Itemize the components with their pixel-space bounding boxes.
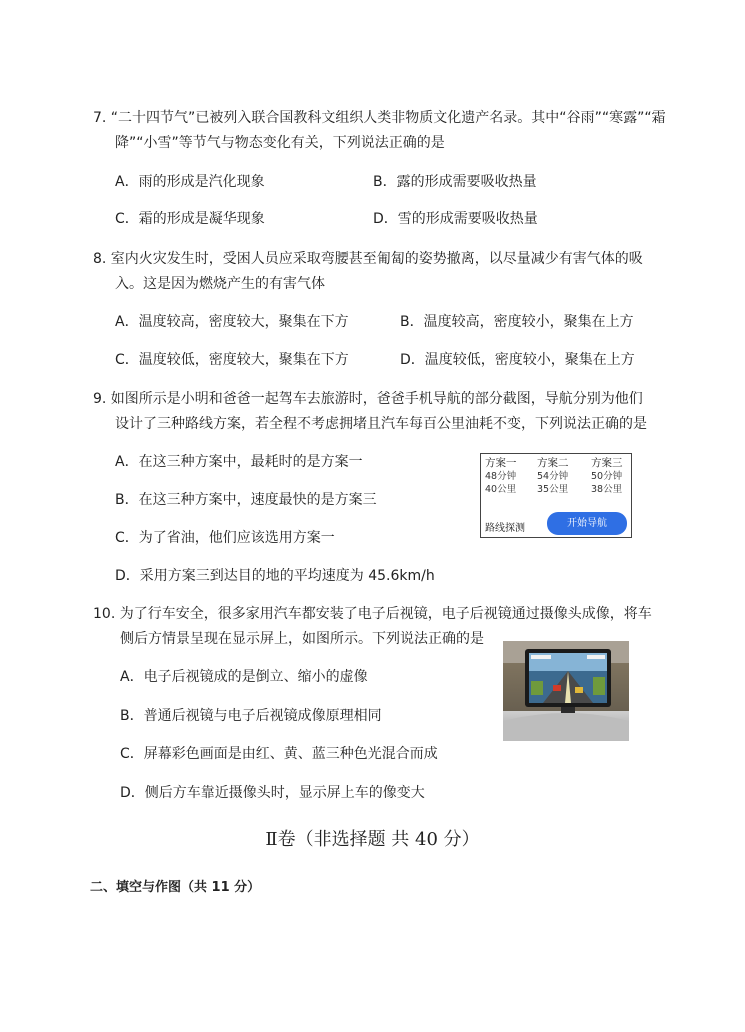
q9-stem-line2: 设计了三种路线方案，若全程不考虑拥堵且汽车每百公里油耗不变，下列说法正确的是 — [115, 416, 647, 432]
nav-plan-2-time: 54分钟 — [537, 471, 569, 482]
nav-plan-1-name: 方案一 — [485, 457, 517, 469]
q10-stem-line2: 侧后方情景呈现在显示屏上，如图所示。下列说法正确的是 — [120, 631, 484, 647]
q7-stem-line1: 7. “二十四节气”已被列入联合国教科文组织人类非物质文化遗产名录。其中“谷雨”“寒露”“霜 — [93, 110, 666, 126]
nav-plan-2 — [537, 457, 585, 496]
q8-stem-line1: 8. 室内火灾发生时，受困人员应采取弯腰甚至匍匐的姿势撤离，以尽量减少有害气体的吸 — [93, 251, 643, 267]
nav-plan-1-distance: 40公里 — [485, 484, 517, 495]
q8-option-b: B．温度较高，密度较小，聚集在上方 — [400, 314, 634, 330]
q7-option-d: D．雪的形成需要吸收热量 — [373, 211, 538, 227]
nav-plan-3-time: 50分钟 — [591, 471, 623, 482]
rearview-mirror-photo — [503, 641, 629, 741]
navigation-screenshot — [480, 453, 632, 538]
nav-start-button: 开始导航 — [547, 512, 627, 535]
q7-option-a: A．雨的形成是汽化现象 — [115, 174, 265, 190]
nav-explore-label: 路线探测 — [485, 523, 525, 534]
q10-option-c: C．屏幕彩色画面是由红、黄、蓝三种色光混合而成 — [120, 746, 438, 762]
nav-plan-3-distance: 38公里 — [591, 484, 623, 495]
rearview-mirror-illustration — [503, 641, 629, 741]
q8-option-c: C．温度较低，密度较大，聚集在下方 — [115, 352, 349, 368]
nav-plan-3 — [591, 457, 639, 496]
q7-option-b: B．露的形成需要吸收热量 — [373, 174, 537, 190]
nav-plan-1-time: 48分钟 — [485, 471, 517, 482]
nav-plan-2-distance: 35公里 — [537, 484, 569, 495]
q10-option-b: B．普通后视镜与电子后视镜成像原理相同 — [120, 708, 382, 724]
q7-stem-line2: 降”“小雪”等节气与物态变化有关，下列说法正确的是 — [115, 135, 445, 151]
q10-stem-line1: 10. 为了行车安全，很多家用汽车都安装了电子后视镜，电子后视镜通过摄像头成像，将车 — [93, 606, 652, 622]
nav-plan-1 — [485, 457, 533, 496]
q9-option-a: A．在这三种方案中，最耗时的是方案一 — [115, 454, 363, 470]
nav-plan-2-name: 方案二 — [537, 457, 569, 469]
q10-option-d: D．侧后方车靠近摄像头时，显示屏上车的像变大 — [120, 785, 425, 801]
q9-option-b: B．在这三种方案中，速度最快的是方案三 — [115, 492, 377, 508]
q8-option-a: A．温度较高，密度较大，聚集在下方 — [115, 314, 349, 330]
q9-stem-line1: 9. 如图所示是小明和爸爸一起驾车去旅游时，爸爸手机导航的部分截图，导航分别为他们 — [93, 391, 643, 407]
q10-option-a: A．电子后视镜成的是倒立、缩小的虚像 — [120, 669, 368, 685]
q7-option-c: C．霜的形成是凝华现象 — [115, 211, 265, 227]
section-title: Ⅱ卷（非选择题 共 40 分） — [265, 829, 480, 850]
q9-option-d: D．采用方案三到达目的地的平均速度为 45.6km/h — [115, 568, 435, 584]
part-heading: 二、填空与作图（共 11 分） — [90, 880, 261, 895]
q8-stem-line2: 入。这是因为燃烧产生的有害气体 — [115, 276, 325, 292]
q8-option-d: D．温度较低，密度较小，聚集在上方 — [400, 352, 635, 368]
q9-option-c: C．为了省油，他们应该选用方案一 — [115, 530, 335, 546]
nav-plan-3-name: 方案三 — [591, 457, 623, 469]
